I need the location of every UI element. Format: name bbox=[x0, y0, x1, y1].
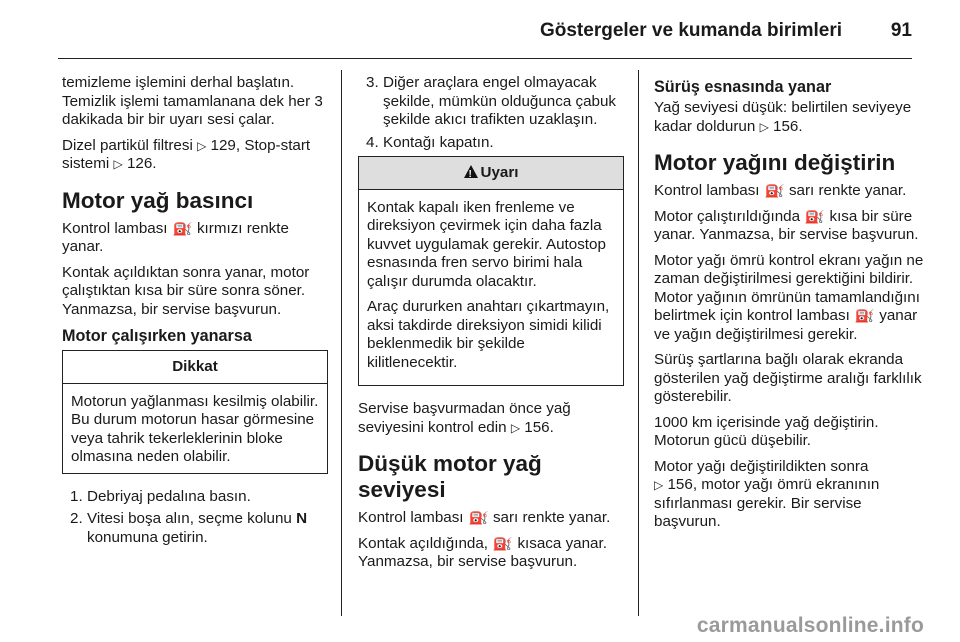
watermark: carmanualsonline.info bbox=[696, 614, 924, 637]
column-divider bbox=[638, 70, 639, 616]
warning-title: !Uyarı bbox=[359, 157, 623, 190]
section-heading: Motor yağını değiştirin bbox=[654, 150, 896, 175]
list-item: 1. Debriyaj pedalına basın. bbox=[70, 487, 251, 505]
caution-body: Motorun yağlanması kesilmiş olabilir. Bu durum motorun hasar görmesine veya tahrik tekerleklerinin bloke olmasına neden olabilir. bbox=[71, 392, 319, 465]
paragraph: Yağ seviyesi düşük: belirtilen seviyeye kadar doldurun ▷ 156. bbox=[654, 99, 912, 135]
reference-arrow-icon: ▷ bbox=[510, 420, 521, 435]
paragraph: Kontrol lambası ⛽ kırmızı renkte yanar. bbox=[62, 219, 289, 255]
paragraph: Servise başvurmadan önce yağ seviyesini kontrol edin ▷ 156. bbox=[358, 400, 571, 436]
caution-title: Dikkat bbox=[63, 351, 327, 384]
page-ref-link[interactable]: 156. bbox=[773, 117, 803, 135]
paragraph: Motor yağı değiştirildikten sonra ▷ 156, motor yağı ömrü ekranının sıfırlanması gerekir. Bir servise başvurun. bbox=[654, 457, 880, 530]
paragraph: Kontrol lambası ⛽ sarı renkte yanar. bbox=[358, 509, 611, 526]
oil-change-icon: ⛽ bbox=[804, 209, 826, 224]
reference-arrow-icon: ▷ bbox=[654, 478, 664, 492]
warning-triangle-icon bbox=[464, 165, 478, 178]
list-item: 2. Vitesi boşa alın, seçme kolunu N konumuna getirin. bbox=[70, 510, 308, 546]
oil-can-icon: ⛽ bbox=[171, 221, 193, 236]
paragraph: temizleme işlemini derhal başlatın. Temizlik işlemi tamamlanana dek her 3 dakikada bir bir uyarı sesi çalar. bbox=[62, 74, 323, 128]
paragraph: Motor çalıştırıldığında ⛽ kısa bir süre yanar. Yanmazsa, bir servise başvurun. bbox=[654, 207, 919, 243]
paragraph: 1000 km içerisinde yağ değiştirin. Motorun gücü düşebilir. bbox=[654, 413, 879, 449]
subsection-heading: Sürüş esnasında yanar bbox=[654, 78, 832, 96]
section-heading: Motor yağ basıncı bbox=[62, 187, 254, 213]
paragraph: Kontrol lambası ⛽ sarı renkte yanar. bbox=[654, 182, 907, 199]
column-3 bbox=[654, 74, 924, 539]
column-2 bbox=[358, 74, 624, 579]
steps-list bbox=[62, 488, 328, 548]
paragraph: Motor yağı ömrü kontrol ekranı yağın ne zaman değiştirilmesi gerektiğini bildirir. Motor yağının ömrünün tamamlandığını belirtmek için kontrol lambası ⛽ yanar ve yağın değiştirilmesi gerekir. bbox=[654, 251, 924, 343]
oil-level-icon: ⛽ bbox=[492, 536, 514, 551]
list-item: 3. Diğer araçlara engel olmayacak şekilde, mümkün olduğunca çabuk şekilde akıcı trafikten uzaklaşın. bbox=[366, 74, 617, 128]
page-ref-link[interactable]: 126. bbox=[126, 155, 157, 172]
running-header-title: Göstergeler ve kumanda birimleri bbox=[539, 20, 842, 41]
list-item: 4. Kontağı kapatın. bbox=[366, 133, 494, 151]
caution-box bbox=[62, 350, 328, 474]
column-divider bbox=[341, 70, 342, 616]
paragraph: Dizel partikül filtresi ▷ 129, Stop-start sistemi ▷ 126. bbox=[62, 136, 311, 172]
paragraph: Kontak açıldığında, ⛽ kısaca yanar. Yanmazsa, bir servise başvurun. bbox=[358, 534, 607, 570]
oil-change-icon: ⛽ bbox=[763, 184, 785, 198]
header-rule bbox=[58, 58, 912, 59]
page-header bbox=[58, 0, 912, 60]
steps-list bbox=[358, 74, 624, 152]
warning-box bbox=[358, 156, 624, 386]
page-ref-link[interactable]: 156 bbox=[667, 476, 693, 493]
page-ref-link[interactable]: 156. bbox=[524, 418, 554, 436]
page-number: 91 bbox=[890, 20, 912, 41]
paragraph: Kontak kapalı iken frenleme ve direksiyon çevirmek için daha fazla kuvvet uygulamak gerekir. Autostop esnasında fren servo birimi hala çalışır durumda olacaktır. bbox=[367, 198, 606, 290]
subsection-heading: Motor çalışırken yanarsa bbox=[62, 327, 252, 345]
reference-arrow-icon: ▷ bbox=[113, 157, 123, 171]
paragraph: Araç dururken anahtarı çıkartmayın, aksi takdirde direksiyon simidi kilidi beklenmedik bir şekilde kilitlenecektir. bbox=[367, 298, 610, 371]
oil-change-icon: ⛽ bbox=[854, 309, 876, 323]
paragraph: Kontak açıldıktan sonra yanar, motor çalıştıktan kısa bir süre sonra söner. Yanmazsa, bir servise başvurun. bbox=[62, 263, 310, 318]
paragraph: Sürüş şartlarına bağlı olarak ekranda gösterilen yağ değiştirme aralığı farklılık gösterebilir. bbox=[654, 351, 922, 405]
warning-body bbox=[359, 190, 623, 386]
section-heading: Düşük motor yağ seviyesi bbox=[358, 451, 542, 502]
column-1 bbox=[62, 74, 328, 551]
oil-level-icon: ⛽ bbox=[467, 511, 489, 525]
reference-arrow-icon: ▷ bbox=[759, 119, 769, 134]
reference-arrow-icon: ▷ bbox=[197, 138, 207, 153]
page-ref-link[interactable]: 129 bbox=[210, 136, 236, 154]
